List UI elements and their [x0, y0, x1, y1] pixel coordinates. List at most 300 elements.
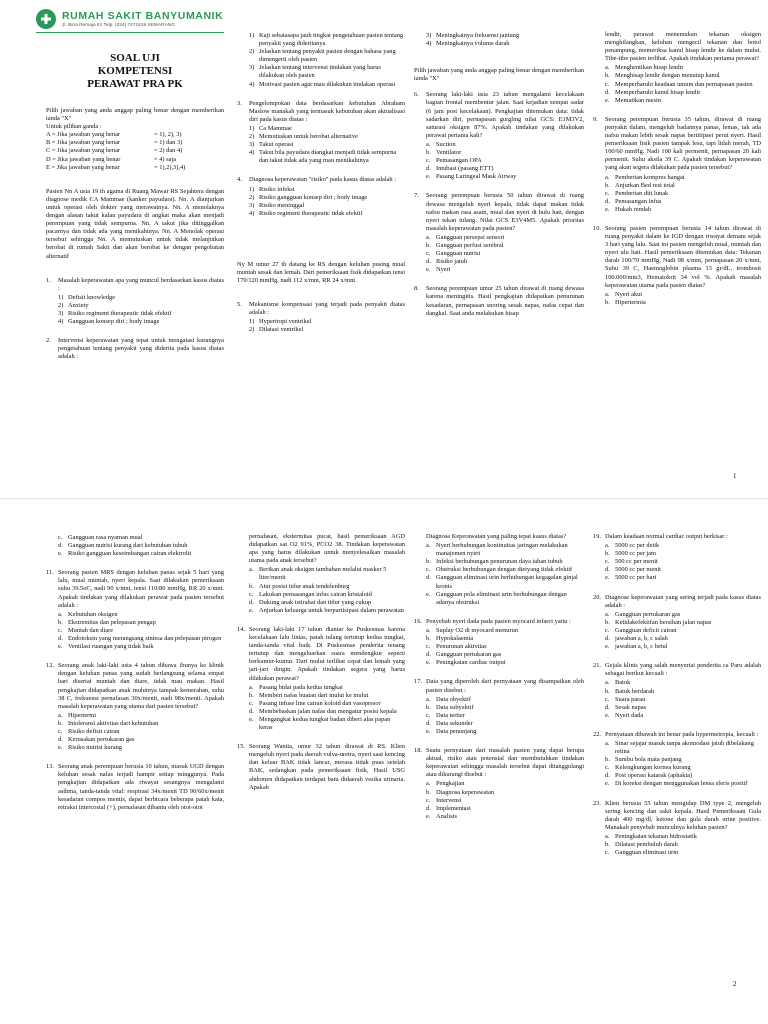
answer-option	[426, 696, 584, 704]
question-spacer	[414, 739, 584, 747]
answer-option	[58, 635, 224, 643]
p2-column-1	[46, 533, 224, 823]
question-body	[426, 192, 584, 274]
question-item	[414, 285, 584, 317]
option-list	[426, 141, 584, 181]
page-number: 2	[733, 980, 737, 988]
answer-option	[249, 607, 405, 615]
option-letter: 3)	[249, 141, 255, 149]
option-letter: d.	[58, 542, 63, 550]
option-list	[605, 833, 761, 857]
question-number	[414, 31, 426, 48]
answer-option	[426, 165, 584, 173]
question-number	[414, 533, 426, 607]
option-text: Risiko regiment therapeutic tidak efektif	[68, 309, 172, 317]
question-number: 18.	[414, 747, 422, 755]
option-text: Intervensi	[436, 796, 462, 804]
answer-key-value: = 1),2),3),4)	[154, 163, 186, 171]
answer-key-row	[46, 139, 224, 147]
option-letter: c.	[58, 534, 63, 541]
answer-option	[426, 805, 584, 813]
case-2: Ny M umur 27 th datang ke RS dengan keluhan pusing mual muntah sesak dan lemah. Dari pemeriksaan fisik didapatkan tensi 170/120 mmHg, nadi 112 x/mnt, RR 24 x/mnt.	[237, 260, 405, 285]
option-letter: b.	[426, 241, 431, 249]
question-number: 17.	[414, 678, 422, 686]
option-text: Implementasi	[436, 804, 471, 812]
answer-option	[249, 32, 405, 48]
option-list	[58, 712, 224, 752]
option-list	[249, 684, 405, 733]
answer-option	[249, 133, 405, 141]
p1-column-1	[46, 52, 224, 372]
answer-option	[426, 704, 584, 712]
answer-option	[605, 566, 761, 574]
answer-option	[605, 619, 761, 627]
answer-option	[249, 202, 405, 210]
option-list	[605, 291, 761, 307]
question-body	[605, 731, 761, 789]
option-text: Takut bila payudara diangkat menjadi tidak sempurna dan takut tidak ada yang mau menikahinya	[259, 149, 397, 165]
option-letter: e.	[426, 727, 431, 735]
question-body	[249, 626, 405, 732]
answer-option	[426, 558, 584, 566]
answer-option	[426, 32, 584, 40]
option-letter: d.	[605, 772, 610, 780]
question-number: 21.	[593, 662, 601, 670]
question-text: Seorang Wanita, umur 32 tahun dirawat di RS. Klien mengeluh nyeri pada daerah vulva-uretra, nyeri saat kencing dan keluar BAK tidak lancar, merasa tidak puas setelah BAK, sedangkan pada pemeriksaan fisik, Hasil USG abdomen didapatkan terdapat batu didaerah vesika urinaria. Apakah	[249, 743, 405, 791]
answer-option	[249, 326, 405, 334]
question-text: Seorang perempuan berusia 50 tahun dirawat di ruang dewasa mengeluh nyeri kepala, tidak dapat makan tidak nafsu makan rasa asam, mual dan nyeri di hulu hati, dengan nyeri tekan tulang. Nilai GCS E3V4M5. Apakah prioritas masalah keperawatan pada pasien?	[426, 192, 584, 232]
page-divider	[0, 498, 768, 499]
option-letter: 4)	[249, 209, 255, 217]
answer-option	[605, 542, 761, 550]
option-letter: a.	[605, 290, 610, 298]
answer-key-value: = 1) dan 3)	[154, 139, 183, 147]
option-list	[605, 542, 761, 582]
question-text: Diagnose keperawatan yang sering terjadi pada kasus diatas adalah :	[605, 593, 761, 609]
question-item	[237, 31, 405, 89]
answer-option	[58, 318, 224, 326]
option-letter: c.	[605, 695, 610, 703]
answer-option	[249, 692, 405, 700]
answer-key-value: = 1), 2), 3)	[154, 131, 182, 139]
option-text: Gangguan pertukaran gas	[436, 651, 502, 659]
question-spacer	[237, 221, 405, 229]
question-text: Seorang pasien perempuan berusia 14 tahun dirawat di ruang penyakit dalam ke IGD dengan riwayat demam sejak 3 hari yang lalu. Saat ini pasien mengeluh mual, muntah dan nyeri ulu hati. Hasil pemeriksaan ditemukan data: Tekanan darah 100/70 mmHg, Nadi 98 x/mnt, pernapasan 20 x/mnt, Suhu 39 C, Haemoglobin plasma 13 gr/dL, trombosit 100.000/mm3, Hematokrit 34 vol %. Apakah masalah keperawatan utama pada pasien diatas?	[605, 224, 761, 289]
question-text: Diagnosa Keperawatan yang paling tepat kasus diatas?	[426, 533, 567, 540]
question-body	[605, 116, 761, 214]
option-list	[605, 174, 761, 214]
question-text: Seorang pasien MRS dengan keluhan panas sejak 5 hari yang lalu, mual muntah, nyeri kepala. Saat dilakukan pemeriksaan suhu 39.5oC, nadi 90 x/mnt, tensi 110/80 mmHg, RR 20 x/mnt. Apakah tindakan yang dilakukan perawat pada pasien tersebut adalah :	[58, 569, 224, 609]
option-letter: d.	[426, 719, 431, 727]
option-text: Ketidakefektifan bersihan jalan napas	[615, 618, 712, 626]
question-item	[46, 763, 224, 812]
question-body	[249, 100, 405, 166]
option-text: Dukung anak istirahat dan tidur yang cukup	[259, 598, 372, 606]
question-list	[593, 533, 761, 868]
option-letter: 1)	[58, 293, 64, 301]
question-text: Data yang diperoleh dari pernyataan yang disampaikan oleh pasien disebut :	[426, 678, 584, 694]
option-letter: b.	[426, 149, 431, 157]
option-letter: e.	[426, 173, 431, 181]
option-letter: e.	[58, 744, 63, 752]
question-spacer	[237, 92, 405, 100]
question-item	[414, 533, 584, 607]
question-number: 22.	[593, 730, 601, 738]
option-list	[605, 679, 761, 719]
option-letter: b.	[249, 691, 254, 699]
answer-key-label: D = Jika jawaban yang benar	[46, 155, 121, 163]
hospital-header	[36, 9, 223, 29]
option-text: Kaji sebatasapa jauh tingkat pengetahuan pasien tentang penyakit yang dideritanya	[259, 32, 404, 48]
option-text: Data subyektif	[436, 703, 474, 711]
answer-option	[605, 849, 761, 857]
answer-option	[58, 542, 224, 550]
option-text: Pasang Laringeal Mask Airway	[436, 173, 517, 181]
answer-option	[58, 534, 224, 542]
question-item	[414, 678, 584, 736]
header-divider	[36, 32, 224, 33]
option-text: Gangguan nutrisi kurang dari kebutuhan tubuh	[68, 542, 188, 550]
question-text: Pernyataan dibawah ini benar pada hypermetropia, kecuali :	[605, 730, 759, 738]
option-letter: c.	[58, 727, 63, 735]
answer-option	[58, 744, 224, 752]
question-body	[249, 301, 405, 334]
option-letter: b.	[426, 558, 431, 566]
question-text: Seorang perempuan umur 25 tahun dirawat di ruang dewasa karena meningitis. Hasil pengkajian didapatkan penurunan kesadaran, pernapasan snoring sesak napas, nafas cepat dan dangkal. Saat anda melakukan hisap	[426, 285, 584, 317]
answer-option	[249, 64, 405, 80]
answer-option	[58, 643, 224, 651]
option-text: 500 cc per menit	[615, 558, 658, 566]
option-text: Risiko nutrisi kurang	[68, 744, 122, 752]
question-list	[237, 533, 405, 803]
answer-option	[58, 720, 224, 728]
option-text: Suara parau	[615, 695, 646, 703]
option-text: Hipertermia	[615, 298, 646, 306]
option-letter: 1)	[249, 32, 255, 39]
question-text: Klien berusia 55 tahun mengidap DM type 2, mengeluh sering kencing dan sakit kepala. Hasil Pemeriksaan Gula darah 400 mg/dl, ketone dan gula darah urine positive. Manakah penyebab munculnya keluhan pasien?	[605, 799, 761, 831]
answer-option	[249, 700, 405, 708]
question-list	[46, 277, 224, 373]
option-text: Risiko gangguan konsep diri ; body image	[259, 193, 368, 201]
answer-option	[426, 789, 584, 797]
option-text: Post operasi katarak (aphakia)	[615, 772, 693, 780]
option-text: Dilatasi ventrikel	[259, 326, 304, 334]
answer-option	[605, 780, 761, 788]
option-text: Gangguan rasa nyaman mual	[68, 534, 143, 541]
option-letter: 3)	[249, 64, 255, 72]
p2-column-4	[593, 533, 761, 868]
option-letter: 2)	[249, 326, 255, 334]
question-text: Seorang anak laki-laki usia 4 tahun dibawa ibunya ke klinik dengan keluhan panas yang sudah berlangsung selama empat hari disertai muntah dan diare, tidak mau makan. Hasil pengkajian didapatkan anak mulutnya tampak kemerahan, suhu 38 C, frekuensi pernafasan 30x/menit, nadi 98x/menit. Apakah masalah keperawatan yang utama dari pasien tersebut?	[58, 662, 224, 710]
question-text: Gejala klinis yang salah menyertai penderita ca Paru adalah sebagai berikut kecuali :	[605, 662, 761, 678]
option-text: Anxiety	[68, 301, 89, 309]
question-item	[593, 31, 761, 105]
answer-option	[426, 643, 584, 651]
answer-option	[426, 157, 584, 165]
option-text: Diagnosa keperawatan	[436, 788, 495, 796]
question-number: 14.	[237, 625, 245, 633]
option-text: Intoleransi aktivitas dari kebutuhan	[68, 719, 159, 727]
option-letter: d.	[426, 804, 431, 812]
question-number	[46, 533, 58, 558]
option-letter: e.	[58, 550, 63, 558]
option-letter: b.	[605, 618, 610, 626]
answer-option	[605, 89, 761, 97]
question-item	[593, 533, 761, 583]
question-number: 13.	[46, 763, 54, 771]
p1-column-3	[414, 31, 584, 329]
question-spacer	[414, 277, 584, 285]
question-item	[414, 31, 584, 48]
answer-option	[426, 566, 584, 574]
option-text: Gangguan nutrisi	[436, 250, 481, 258]
option-list	[249, 318, 405, 334]
case-1: Pasien Nn A usia 19 th agama di Ruang Mawar RS Sejahtera dengan diagnose medik CA Mammae (kanker payudara). Nn. A dianjurkan untuk operasi oleh dokter yang merawatnya. Nn. A menolaknya dengan alasan takut kalau payudara di angkat maka akan menjadi perempuan yang tidak sempurna. Nn. A takut jika ditinggalkan pacarnya dan tidak ada yang menikahinya. Nn. A Menolak operasi tersebut sehingga Nn. A memutuskan untuk tidak melanjutkan berobat di rumah Sakit dan akan berobat ke dengan pengobatan alternatif	[46, 187, 224, 260]
question-body	[58, 337, 224, 361]
option-list	[426, 627, 584, 667]
option-text: Memperbaruhi keadaan umum dan pernapasan pasien	[615, 80, 753, 88]
question-item	[593, 116, 761, 214]
option-text: Data penunjang	[436, 727, 477, 735]
option-letter: 2)	[249, 48, 255, 56]
option-text: 5000 cc per menit	[615, 566, 661, 574]
question-body	[605, 533, 761, 583]
question-number: 20.	[593, 593, 601, 601]
answer-option	[249, 716, 405, 732]
answer-option	[426, 40, 584, 48]
question-body	[605, 594, 761, 652]
answer-option	[605, 198, 761, 206]
question-number: 3.	[237, 99, 242, 107]
option-text: Risiko infeksi	[259, 185, 295, 193]
option-text: Memutuskan untuk berobat alternative	[259, 133, 358, 141]
option-text: Batuk berdarah	[615, 687, 655, 695]
answer-option	[605, 688, 761, 696]
option-letter: e.	[605, 574, 610, 582]
option-text: Gangguan pola eliminasi urin berhubungan dengan adanya obstruksi	[436, 590, 567, 606]
question-spacer	[414, 51, 584, 59]
question-body	[426, 678, 584, 736]
option-text: Data obyektif	[436, 695, 471, 703]
question-spacer	[593, 217, 761, 225]
question-spacer	[237, 735, 405, 743]
answer-option	[605, 182, 761, 190]
answer-option	[605, 550, 761, 558]
option-letter: c.	[426, 796, 431, 804]
question-number: 6.	[414, 91, 419, 99]
answer-key-label: B = Jika jawaban yang benar	[46, 139, 121, 147]
question-text: Dalam keadaan normal cardiac output berkisar :	[605, 533, 728, 540]
answer-option	[249, 566, 405, 582]
answer-option	[605, 740, 761, 756]
option-text: Data tertier	[436, 711, 465, 719]
question-text: Suatu pernyataan dari masalah pasien yang dapat berupa aktual, risiko atau potensial dan membutuhkan tindakan keperawatan sehingga masalah tersebut dapat ditanggulangi atau dikurangi disebut :	[426, 747, 584, 779]
question-spacer	[414, 824, 584, 832]
option-text: Pengkajian	[436, 780, 465, 788]
option-letter: 1)	[249, 185, 255, 193]
answer-option	[426, 728, 584, 736]
option-text: Pemberian diit lunak	[615, 189, 669, 197]
answer-option	[58, 627, 224, 635]
option-letter: d.	[605, 88, 610, 96]
option-text: Infeksi berhubungan penurunan daya tahan tubuh	[436, 558, 563, 566]
page-1	[0, 0, 768, 500]
answer-option	[605, 627, 761, 635]
answer-option	[605, 764, 761, 772]
option-letter: a.	[426, 695, 431, 703]
option-letter: e.	[426, 266, 431, 274]
option-text: Risiko meninggal	[259, 201, 305, 209]
option-text: Lakukan pemasangan infus cairan kristaloid	[259, 590, 372, 598]
answer-option	[605, 72, 761, 80]
option-text: Data sekunder	[436, 719, 473, 727]
option-text: 5000 cc per hari	[615, 574, 657, 582]
option-text: Berikan anak oksigen tambahan melalui masker 5 liter/menit	[259, 566, 387, 582]
answer-option	[426, 258, 584, 266]
question-item	[237, 301, 405, 334]
option-text: Kelengkungan kornea kurang	[615, 764, 691, 772]
answer-option	[426, 712, 584, 720]
question-number: 10.	[593, 224, 601, 232]
option-letter: b.	[605, 298, 610, 306]
option-letter: c.	[426, 566, 431, 574]
option-letter: c.	[426, 643, 431, 651]
option-letter: d.	[249, 707, 254, 715]
question-item	[593, 662, 761, 720]
answer-option	[426, 141, 584, 149]
answer-option	[426, 591, 584, 607]
question-body	[249, 176, 405, 217]
question-text: pernafasan, ekstermitas pucat, hasil pemeriksaan AGD didapatkan sat O2 91%, PCO2 38. Tindakan keperawatan apa yang harus dilakukan untuk menyelesaikan masalah utama pada anak tersebut?	[249, 533, 405, 565]
question-item	[46, 337, 224, 361]
answer-option	[426, 234, 584, 242]
answer-option	[58, 550, 224, 558]
question-spacer	[593, 310, 761, 318]
question-spacer	[414, 184, 584, 192]
instructions: Pilih jawaban yang anda anggap paling benar dengan memberikan tanda "X"	[46, 107, 224, 123]
option-list	[58, 294, 224, 326]
answer-option	[249, 210, 405, 218]
question-item	[414, 91, 584, 181]
option-text: Nyeri dada	[615, 711, 644, 719]
question-spacer	[593, 654, 761, 662]
option-text: Gangguan eliminasi urin	[615, 849, 679, 857]
option-letter: a.	[426, 780, 431, 788]
question-item	[46, 533, 224, 558]
option-letter: 2)	[58, 301, 64, 309]
question-item	[237, 743, 405, 792]
p2-column-3	[414, 533, 584, 832]
option-letter: d.	[426, 165, 431, 173]
option-text: Risiko defisit cairan	[68, 727, 120, 735]
answer-option	[605, 611, 761, 619]
question-text: Pengelompokan data berdasarkan kebutuhan Abraham Maslow manakah yang termasuk kebutuhan akan aktualisasi diri pada kasus diatas :	[249, 99, 405, 123]
question-body	[249, 743, 405, 792]
hospital-logo-icon	[36, 9, 56, 29]
hospital-address: Jl. Bina Remaja 61 Telp. (024) 7471519 SEMARANG	[62, 23, 175, 28]
answer-key-row	[46, 147, 224, 155]
question-item	[237, 533, 405, 615]
option-text: Pemberian kompres hangat	[615, 173, 685, 181]
answer-option	[605, 772, 761, 780]
option-text: Risiko gangguan keseimbangan cairan elektrolit	[68, 550, 192, 558]
question-spacer	[46, 654, 224, 662]
question-item	[593, 731, 761, 789]
option-letter: a.	[605, 679, 610, 687]
question-body	[426, 618, 584, 668]
option-letter: a.	[58, 711, 63, 719]
option-text: Penurunan aktivitas	[436, 643, 487, 651]
option-letter: e.	[249, 715, 254, 723]
hospital-name: RUMAH SAKIT BANYUMANIK	[62, 10, 224, 22]
option-letter: b.	[605, 687, 610, 695]
option-letter: 4)	[58, 318, 64, 326]
question-number: 2.	[46, 337, 51, 345]
answer-option	[249, 684, 405, 692]
option-text: Muntah dan diare	[68, 626, 114, 634]
option-list	[605, 611, 761, 651]
option-letter: d.	[426, 258, 431, 266]
question-body	[605, 225, 761, 307]
answer-option	[605, 756, 761, 764]
option-letter: c.	[605, 189, 610, 197]
option-letter: d.	[249, 598, 254, 606]
answer-key-label: E = Jika jawaban yang benar	[46, 163, 120, 171]
option-letter: c.	[249, 699, 254, 707]
question-text: Seorang laki-laki 17 tahun diantar ke Puskesmas karena kecelakaan lalu lintas, patah tulang tertutup kedua tungkai, tanda-tanda vital baik. Di Puskesmas penderita tenang tertutup dan mengeluarkan suara mendengkur seperti berkumur-kumur. Dari mulut terlihat cepat dan lemah yang jari-jari dingin. Apakah tindakan segera yang harus dilakukan perawat?	[249, 625, 405, 682]
option-list	[605, 740, 761, 789]
option-letter: d.	[58, 736, 63, 744]
rule-intro: Untuk pilihan ganda :	[46, 123, 102, 131]
option-letter: e.	[605, 205, 610, 213]
option-text: Intubasi (pasang ETT)	[436, 165, 494, 173]
option-list	[426, 542, 584, 607]
question-body	[426, 91, 584, 181]
answer-option	[426, 149, 584, 157]
option-letter: a.	[605, 610, 610, 618]
question-spacer	[414, 321, 584, 329]
answer-option	[605, 206, 761, 214]
question-text: Intervensi keperawatan yang tepat untuk mengatasi kurangnya pengetahuan tentang penyakit yang diderita pada kasus diatas adalah :	[58, 337, 224, 361]
question-text: Seorang anak perempuan berusia 10 tahun, masuk UGD dengan keluhan sesak nafas terjadi hampir setiap minggunya. Pada pengkajian didapatkan ada riwayat sesangnya mengalami asthma, tanda-tanda vital: respirasi 34x/menit TD 90/60x/menit kesadaran compos mentis, dapat berbicara beberapa patah kata, retraksi intercostal (+), pernafasan dibantu oleh otot-otot	[58, 763, 224, 811]
question-list	[414, 533, 584, 832]
question-body	[426, 533, 584, 607]
option-text: Takut operasi	[259, 141, 294, 149]
option-letter: 4)	[426, 40, 432, 48]
option-list	[605, 64, 761, 104]
option-letter: a.	[426, 140, 431, 148]
option-letter: 4)	[249, 149, 255, 157]
option-letter: c.	[605, 626, 610, 634]
option-list	[58, 611, 224, 651]
question-spacer	[237, 618, 405, 626]
option-letter: e.	[426, 812, 431, 820]
option-text: Ventilator	[436, 149, 462, 157]
option-text: Gangguan persepsi sensori	[436, 233, 505, 241]
answer-option	[249, 194, 405, 202]
question-item	[237, 626, 405, 732]
option-letter: b.	[249, 582, 254, 590]
option-letter: c.	[605, 764, 610, 772]
answer-option	[605, 190, 761, 198]
option-letter: a.	[605, 173, 610, 181]
question-spacer	[593, 792, 761, 800]
option-list	[249, 32, 405, 89]
question-body	[426, 747, 584, 821]
answer-option	[426, 173, 584, 181]
option-text: Defisit knowledge	[68, 293, 116, 301]
option-letter: a.	[605, 832, 610, 840]
